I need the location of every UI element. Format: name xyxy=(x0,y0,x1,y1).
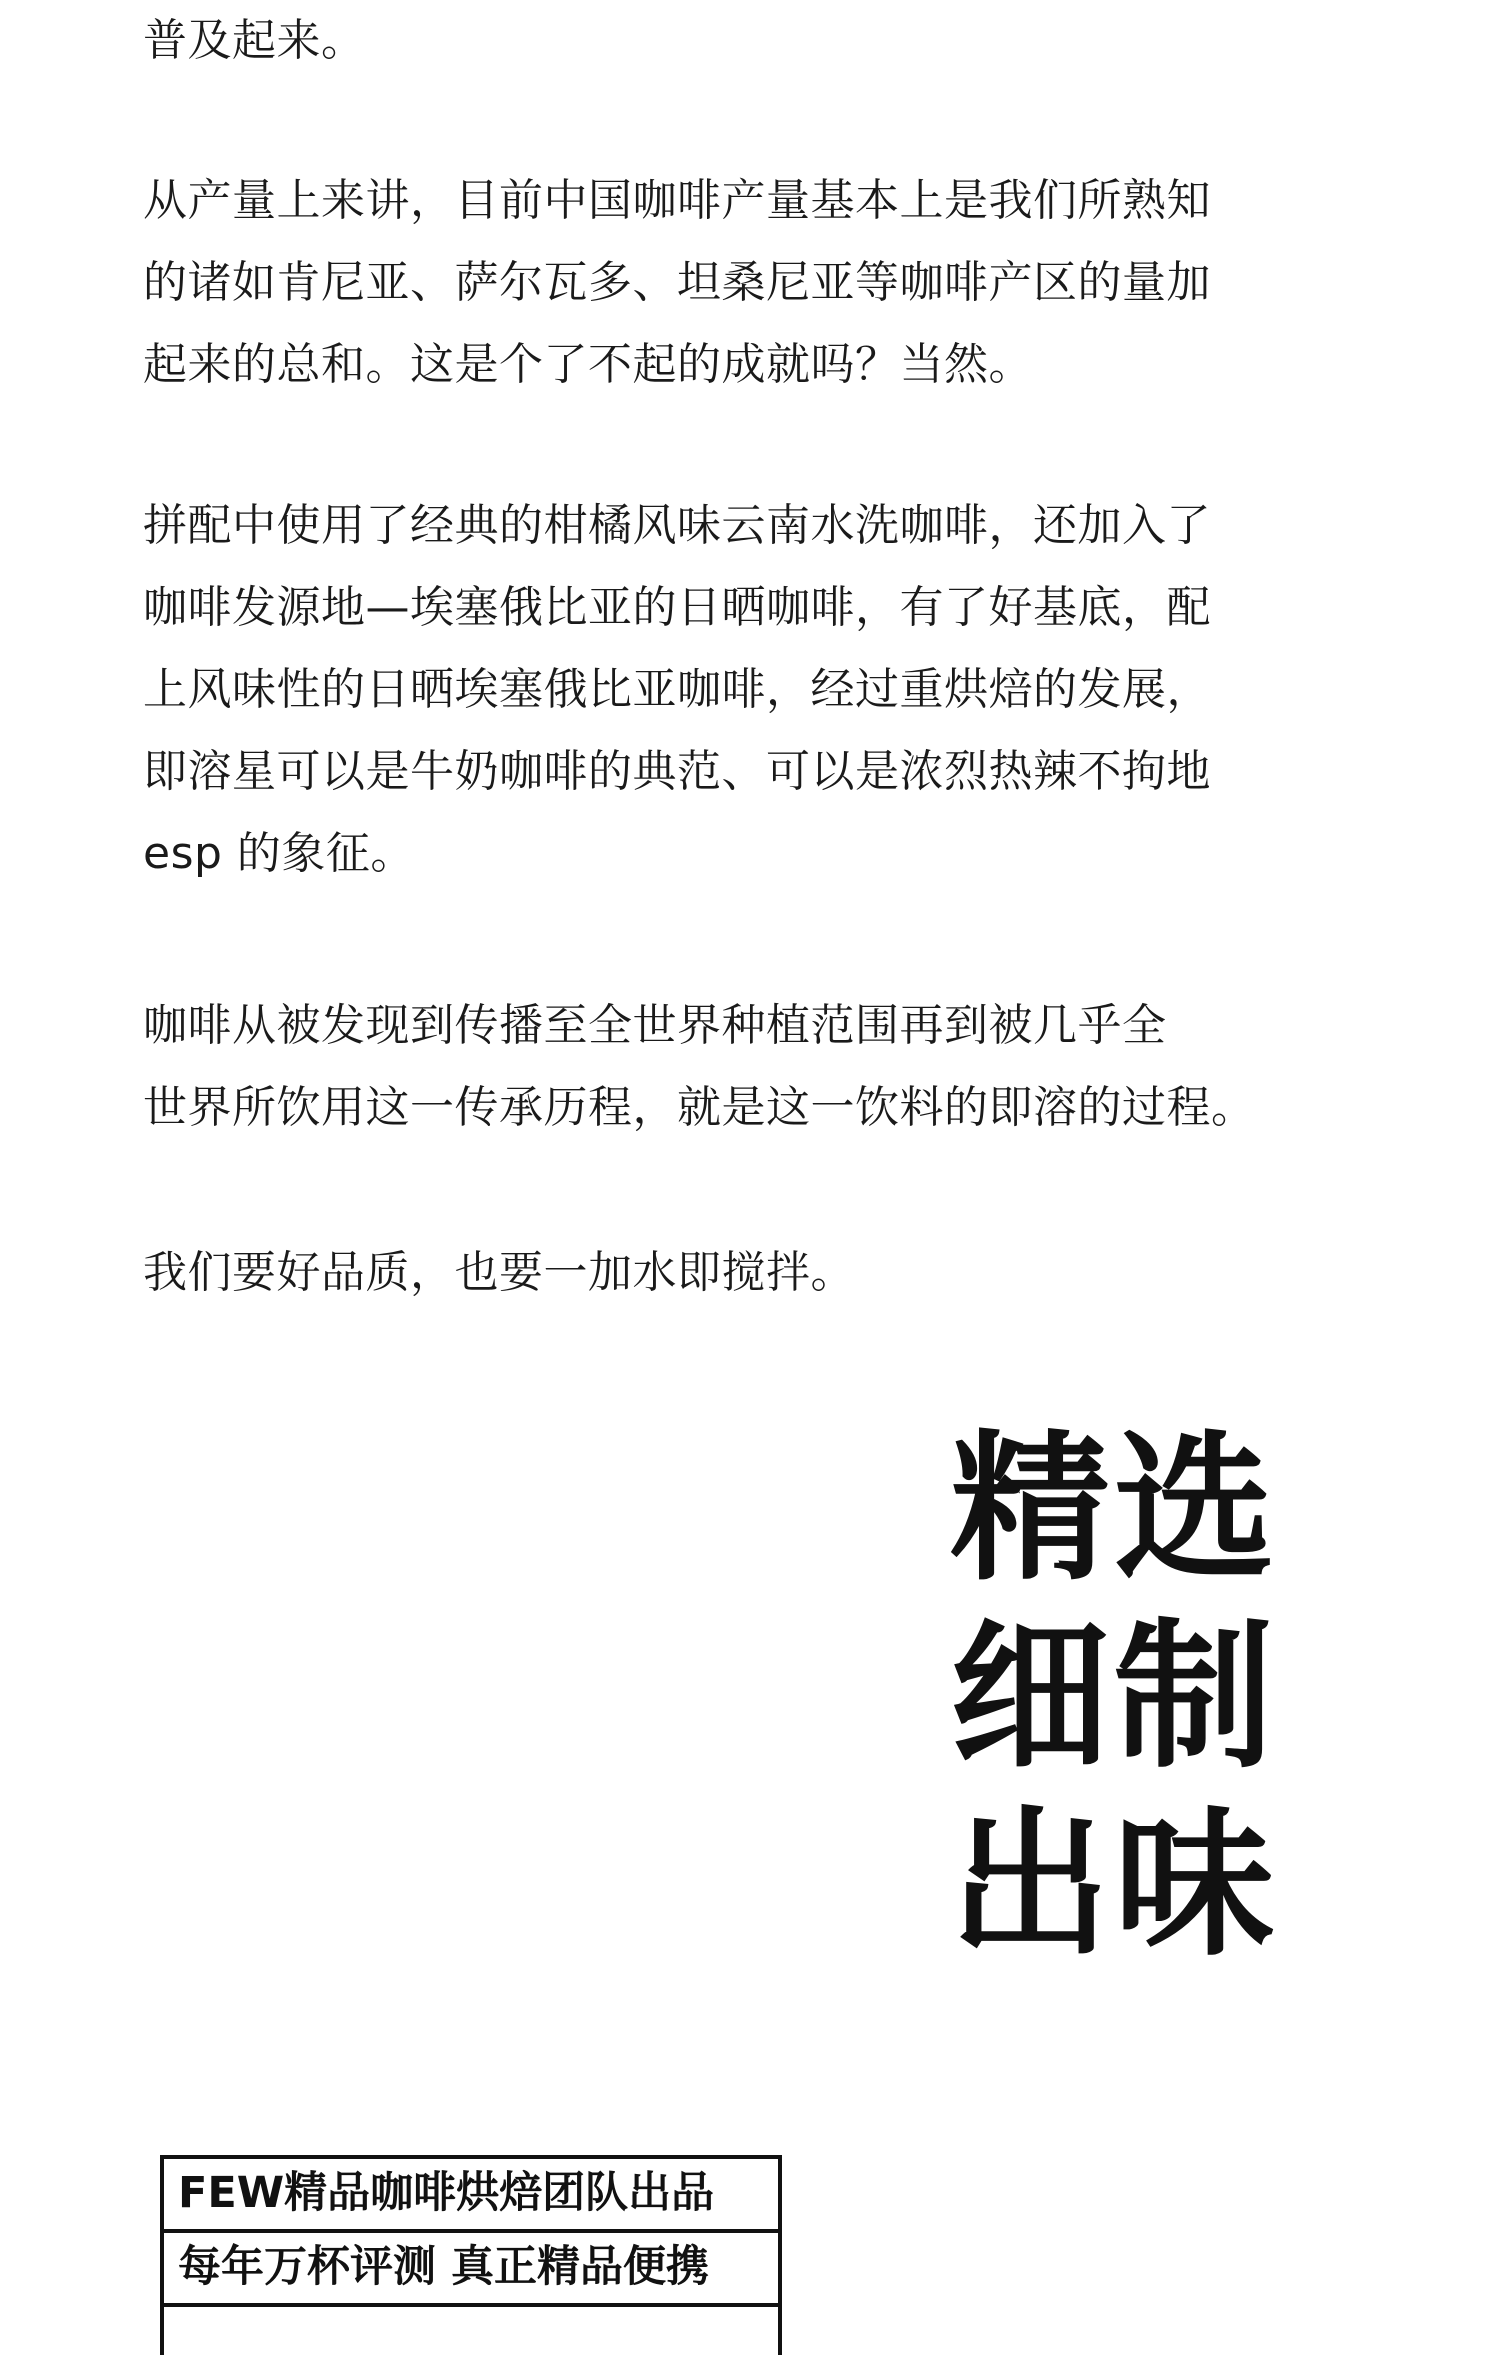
paragraph-line: 上风味性的日晒埃塞俄比亚咖啡，经过重烘焙的发展， xyxy=(143,664,1211,715)
paragraph-line: 的诸如肯尼亚、萨尔瓦多、坦桑尼亚等咖啡产区的量加 xyxy=(143,257,1211,308)
paragraph-quality xyxy=(143,1232,855,1314)
paragraph-line: 拼配中使用了经典的柑橘风味云南水洗咖啡，还加入了 xyxy=(143,500,1211,551)
paragraph-line: 咖啡发源地—埃塞俄比亚的日晒咖啡，有了好基底，配 xyxy=(143,582,1211,633)
info-row-cutoff xyxy=(164,2307,778,2355)
paragraph-line: 起来的总和。这是个了不起的成就吗？当然。 xyxy=(143,339,1033,390)
product-info-box xyxy=(160,2155,782,2355)
paragraph-blend xyxy=(143,485,1211,895)
info-row-quality: 每年万杯评测 真正精品便携 xyxy=(164,2233,778,2307)
paragraph-history xyxy=(143,985,1256,1149)
paragraph-line: 我们要好品质，也要一加水即搅拌。 xyxy=(143,1247,855,1298)
paragraph-production xyxy=(143,160,1211,406)
paragraph-line: esp 的象征。 xyxy=(143,828,415,879)
tagline-line: 出味 xyxy=(950,1791,1279,1978)
paragraph-intro-tail xyxy=(143,0,366,82)
tagline-line: 精选 xyxy=(950,1415,1279,1602)
tagline-heading xyxy=(950,1415,1290,1979)
paragraph-line: 咖啡从被发现到传播至全世界种植范围再到被几乎全 xyxy=(143,1000,1167,1051)
tagline-line: 细制 xyxy=(950,1603,1279,1790)
info-row-producer: FEW精品咖啡烘焙团队出品 xyxy=(164,2159,778,2233)
paragraph-line: 普及起来。 xyxy=(143,15,366,66)
paragraph-line: 从产量上来讲，目前中国咖啡产量基本上是我们所熟知 xyxy=(143,175,1211,226)
paragraph-line: 世界所饮用这一传承历程，就是这一饮料的即溶的过程。 xyxy=(143,1082,1256,1133)
paragraph-line: 即溶星可以是牛奶咖啡的典范、可以是浓烈热辣不拘地 xyxy=(143,746,1211,797)
